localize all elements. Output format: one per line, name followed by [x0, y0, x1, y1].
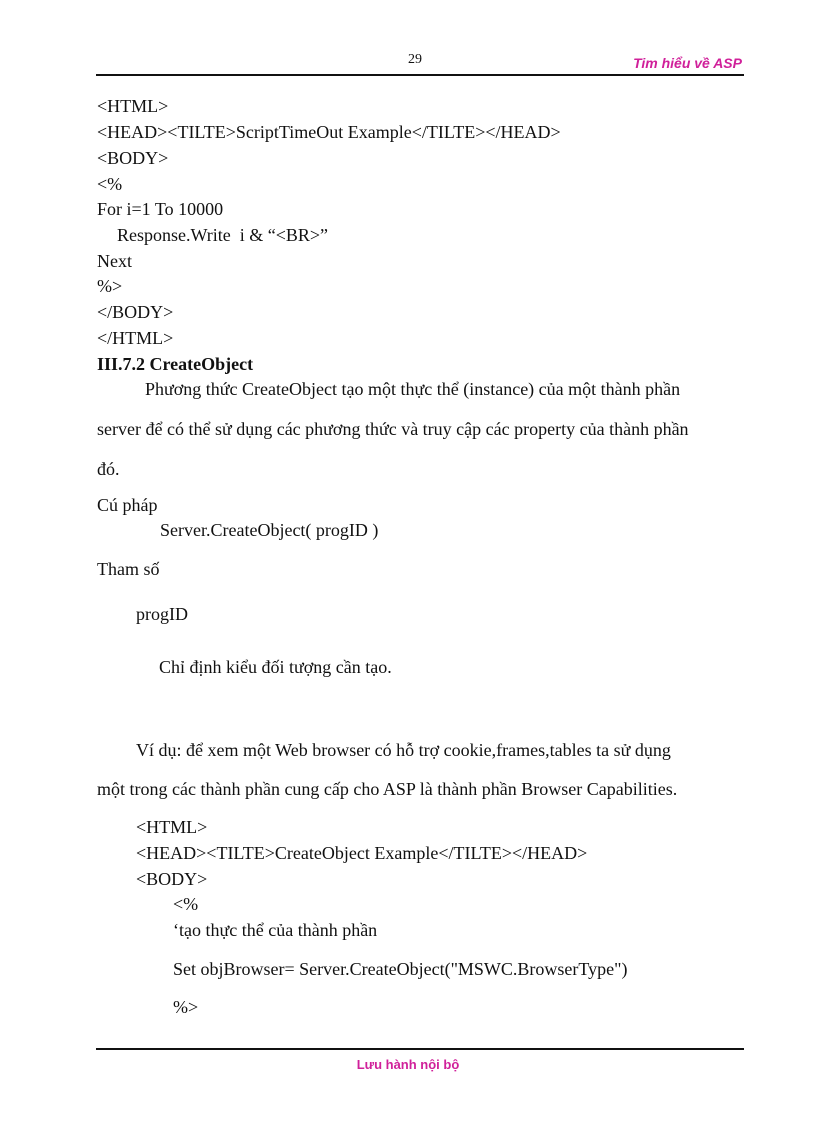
code-line: For i=1 To 10000	[97, 199, 224, 219]
code-line: <HTML>	[136, 817, 208, 837]
code-line: Next	[97, 251, 132, 271]
code-line: <BODY>	[136, 869, 208, 889]
code-line: <HTML>	[97, 96, 169, 116]
code-line: </BODY>	[97, 302, 174, 322]
code-line: Set objBrowser= Server.CreateObject("MSWC.BrowserType")	[173, 959, 628, 979]
code-line: <HEAD><TILTE>CreateObject Example</TILTE></HEAD>	[136, 843, 588, 863]
syntax-label: Cú pháp	[97, 495, 158, 515]
example-line: Ví dụ: để xem một Web browser có hỗ trợ cookie,frames,tables ta sử dụng	[136, 740, 671, 760]
header-rule	[96, 74, 744, 76]
param-description: Chỉ định kiểu đối tượng cần tạo.	[159, 657, 392, 677]
section-heading: III.7.2 CreateObject	[97, 354, 254, 374]
paragraph-line: Phương thức CreateObject tạo một thực thể (instance) của một thành phần	[145, 379, 681, 399]
code-line: %>	[97, 276, 123, 296]
code-line: %>	[173, 997, 199, 1017]
footer-text: Lưu hành nội bộ	[356, 1057, 460, 1072]
paragraph-line: server để có thể sử dụng các phương thức và truy cập các property của thành phần	[97, 419, 689, 439]
code-line: <BODY>	[97, 148, 169, 168]
syntax-code: Server.CreateObject( progID )	[160, 520, 379, 540]
footer-rule	[96, 1048, 744, 1050]
code-line: </HTML>	[97, 328, 174, 348]
paragraph-line: đó.	[97, 459, 120, 479]
code-line: <HEAD><TILTE>ScriptTimeOut Example</TILTE></HEAD>	[97, 122, 561, 142]
code-line: <%	[173, 894, 199, 914]
param-name: progID	[136, 604, 188, 624]
params-label: Tham số	[97, 559, 160, 579]
example-line: một trong các thành phần cung cấp cho ASP là thành phần Browser Capabilities.	[97, 779, 678, 799]
code-line: <%	[97, 174, 123, 194]
code-comment: ‘tạo thực thể của thành phần	[173, 920, 378, 940]
page-number: 29	[408, 52, 422, 67]
code-line: Response.Write i & “<BR>”	[117, 225, 329, 245]
header-title: Tim hiểu về ASP	[633, 55, 742, 71]
